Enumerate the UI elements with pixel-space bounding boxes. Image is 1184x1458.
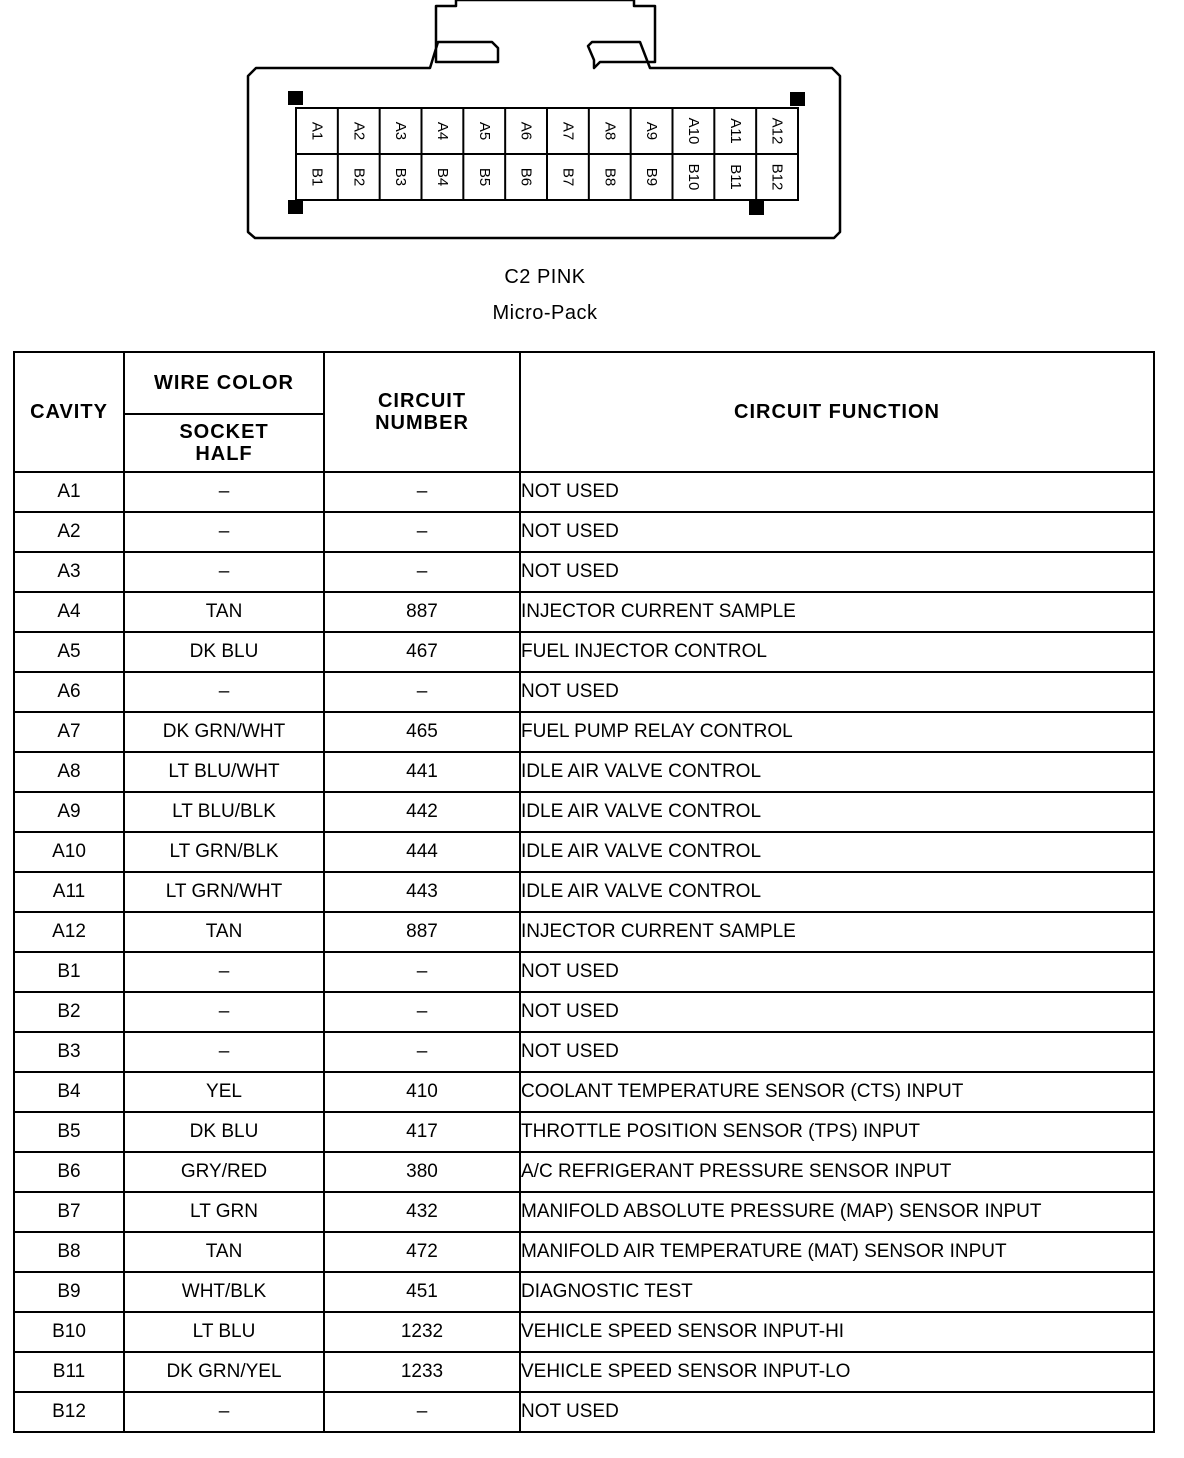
pin-label-b12: B12 (768, 163, 786, 191)
circuit-function-cell: COOLANT TEMPERATURE SENSOR (CTS) INPUT (520, 1072, 1154, 1112)
header-wire-color: WIRE COLOR (124, 352, 324, 414)
pin-label-a4: A4 (433, 121, 451, 141)
table-row (14, 872, 1154, 912)
circuit-function-cell: INJECTOR CURRENT SAMPLE (520, 912, 1154, 952)
wire-color-cell: TAN (124, 1232, 324, 1272)
cavity-cell: A11 (14, 872, 124, 912)
table-row (14, 1152, 1154, 1192)
circuit-function-cell: NOT USED (520, 1032, 1154, 1072)
cavity-cell: A8 (14, 752, 124, 792)
circuit-number-cell: – (324, 512, 520, 552)
table-row (14, 992, 1154, 1032)
circuit-function-cell: NOT USED (520, 512, 1154, 552)
pin-label-a5: A5 (475, 121, 493, 141)
pin-label-b9: B9 (643, 167, 661, 187)
table-row (14, 552, 1154, 592)
pin-label-b8: B8 (601, 167, 619, 187)
circuit-function-cell: NOT USED (520, 672, 1154, 712)
circuit-function-cell: NOT USED (520, 952, 1154, 992)
latch-top-left (288, 91, 303, 105)
circuit-function-cell: INJECTOR CURRENT SAMPLE (520, 592, 1154, 632)
latch-bottom-left (288, 200, 303, 214)
table-row (14, 792, 1154, 832)
table-row (14, 752, 1154, 792)
table-row (14, 1272, 1154, 1312)
cavity-cell: B4 (14, 1072, 124, 1112)
circuit-function-cell: NOT USED (520, 552, 1154, 592)
table-row (14, 1112, 1154, 1152)
circuit-number-cell: 441 (324, 752, 520, 792)
pin-label-a8: A8 (601, 121, 619, 141)
header-circuit-number-text: CIRCUIT NUMBER (375, 390, 469, 434)
circuit-function-cell: THROTTLE POSITION SENSOR (TPS) INPUT (520, 1112, 1154, 1152)
circuit-number-cell: 451 (324, 1272, 520, 1312)
wire-color-cell: DK BLU (124, 1112, 324, 1152)
pin-label-a6: A6 (517, 121, 535, 141)
connector-title: C2 PINK (504, 266, 586, 288)
circuit-number-cell: 467 (324, 632, 520, 672)
pin-label-a9: A9 (643, 121, 661, 141)
circuit-function-cell: NOT USED (520, 472, 1154, 512)
wire-color-cell: – (124, 512, 324, 552)
wire-color-cell: – (124, 952, 324, 992)
cavity-cell: B12 (14, 1392, 124, 1432)
table-row (14, 1072, 1154, 1112)
table-row (14, 1392, 1154, 1432)
wire-color-cell: TAN (124, 592, 324, 632)
pin-label-b1: B1 (308, 167, 326, 187)
pin-label-b10: B10 (684, 163, 702, 191)
cavity-cell: B7 (14, 1192, 124, 1232)
circuit-number-cell: 380 (324, 1152, 520, 1192)
circuit-function-cell: DIAGNOSTIC TEST (520, 1272, 1154, 1312)
pin-label-a12: A12 (768, 117, 786, 145)
circuit-number-cell: 887 (324, 912, 520, 952)
wire-color-cell: DK BLU (124, 632, 324, 672)
circuit-number-cell: 887 (324, 592, 520, 632)
pin-label-a11: A11 (726, 118, 744, 144)
cavity-cell: B5 (14, 1112, 124, 1152)
table-row (14, 1192, 1154, 1232)
circuit-number-cell: 432 (324, 1192, 520, 1232)
circuit-number-cell: 465 (324, 712, 520, 752)
header-circuit-number (324, 352, 520, 472)
circuit-function-cell: IDLE AIR VALVE CONTROL (520, 792, 1154, 832)
pin-label-a2: A2 (350, 121, 368, 141)
table-row (14, 712, 1154, 752)
wire-color-cell: LT GRN/WHT (124, 872, 324, 912)
circuit-number-cell: 472 (324, 1232, 520, 1272)
circuit-function-cell: VEHICLE SPEED SENSOR INPUT-HI (520, 1312, 1154, 1352)
pin-label-b7: B7 (559, 167, 577, 187)
pin-label-a10: A10 (684, 117, 702, 145)
table-row (14, 1352, 1154, 1392)
circuit-number-cell: 1233 (324, 1352, 520, 1392)
wire-color-cell: WHT/BLK (124, 1272, 324, 1312)
cavity-cell: A4 (14, 592, 124, 632)
header-circuit-function: CIRCUIT FUNCTION (520, 352, 1154, 472)
table-row (14, 512, 1154, 552)
circuit-number-cell: – (324, 952, 520, 992)
table-row (14, 832, 1154, 872)
pin-label-b5: B5 (475, 167, 493, 187)
cavity-cell: A10 (14, 832, 124, 872)
cavity-cell: A7 (14, 712, 124, 752)
wire-color-cell: LT GRN/BLK (124, 832, 324, 872)
wire-color-cell: YEL (124, 1072, 324, 1112)
wire-color-cell: GRY/RED (124, 1152, 324, 1192)
circuit-number-cell: – (324, 472, 520, 512)
circuit-function-cell: FUEL PUMP RELAY CONTROL (520, 712, 1154, 752)
cavity-cell: A12 (14, 912, 124, 952)
cavity-cell: B1 (14, 952, 124, 992)
circuit-function-cell: NOT USED (520, 1392, 1154, 1432)
wire-color-cell: – (124, 992, 324, 1032)
circuit-function-cell: FUEL INJECTOR CONTROL (520, 632, 1154, 672)
cavity-cell: B6 (14, 1152, 124, 1192)
wire-color-cell: – (124, 472, 324, 512)
cavity-cell: B3 (14, 1032, 124, 1072)
circuit-number-cell: – (324, 672, 520, 712)
latch-top-right (790, 92, 805, 106)
wire-color-cell: TAN (124, 912, 324, 952)
circuit-number-cell: – (324, 992, 520, 1032)
circuit-function-cell: MANIFOLD ABSOLUTE PRESSURE (MAP) SENSOR INPUT (520, 1192, 1154, 1232)
circuit-number-cell: – (324, 552, 520, 592)
cavity-cell: A2 (14, 512, 124, 552)
cavity-cell: B2 (14, 992, 124, 1032)
cavity-cell: A1 (14, 472, 124, 512)
header-cavity: CAVITY (14, 352, 124, 472)
circuit-number-cell: – (324, 1392, 520, 1432)
table-row (14, 912, 1154, 952)
table-row (14, 632, 1154, 672)
pinout-table (13, 351, 1155, 1433)
wire-color-cell: LT BLU (124, 1312, 324, 1352)
pin-label-a7: A7 (559, 121, 577, 141)
table-row (14, 1032, 1154, 1072)
header-socket-half-text: SOCKET HALF (179, 421, 269, 465)
pin-label-b2: B2 (350, 167, 368, 187)
circuit-function-cell: IDLE AIR VALVE CONTROL (520, 872, 1154, 912)
latch-bottom-right (749, 201, 764, 215)
circuit-function-cell: IDLE AIR VALVE CONTROL (520, 752, 1154, 792)
pin-label-a3: A3 (392, 121, 410, 141)
circuit-number-cell: 443 (324, 872, 520, 912)
wire-color-cell: LT GRN (124, 1192, 324, 1232)
pin-label-a1: A1 (308, 121, 326, 141)
wire-color-cell: DK GRN/YEL (124, 1352, 324, 1392)
cavity-cell: A9 (14, 792, 124, 832)
pin-label-b3: B3 (392, 167, 410, 187)
circuit-number-cell: 417 (324, 1112, 520, 1152)
cavity-cell: B9 (14, 1272, 124, 1312)
wire-color-cell: – (124, 552, 324, 592)
cavity-cell: B8 (14, 1232, 124, 1272)
table-row (14, 1232, 1154, 1272)
connector-subtitle: Micro-Pack (492, 302, 598, 324)
wire-color-cell: LT BLU/BLK (124, 792, 324, 832)
header-socket-half (124, 414, 324, 472)
circuit-function-cell: MANIFOLD AIR TEMPERATURE (MAT) SENSOR INPUT (520, 1232, 1154, 1272)
wire-color-cell: – (124, 1392, 324, 1432)
pin-label-b11: B11 (726, 164, 744, 190)
circuit-function-cell: IDLE AIR VALVE CONTROL (520, 832, 1154, 872)
wire-color-cell: DK GRN/WHT (124, 712, 324, 752)
wire-color-cell: – (124, 672, 324, 712)
wire-color-cell: LT BLU/WHT (124, 752, 324, 792)
pin-label-b4: B4 (433, 167, 451, 187)
circuit-number-cell: 1232 (324, 1312, 520, 1352)
table-row (14, 592, 1154, 632)
circuit-number-cell: 444 (324, 832, 520, 872)
table-row (14, 472, 1154, 512)
circuit-number-cell: – (324, 1032, 520, 1072)
table-row (14, 672, 1154, 712)
cavity-cell: B10 (14, 1312, 124, 1352)
circuit-number-cell: 442 (324, 792, 520, 832)
table-row (14, 1312, 1154, 1352)
circuit-number-cell: 410 (324, 1072, 520, 1112)
circuit-function-cell: NOT USED (520, 992, 1154, 1032)
cavity-cell: A5 (14, 632, 124, 672)
cavity-cell: A6 (14, 672, 124, 712)
connector-diagram (0, 0, 1184, 250)
pin-label-b6: B6 (517, 167, 535, 187)
table-row (14, 952, 1154, 992)
wire-color-cell: – (124, 1032, 324, 1072)
cavity-cell: B11 (14, 1352, 124, 1392)
circuit-function-cell: A/C REFRIGERANT PRESSURE SENSOR INPUT (520, 1152, 1154, 1192)
cavity-cell: A3 (14, 552, 124, 592)
circuit-function-cell: VEHICLE SPEED SENSOR INPUT-LO (520, 1352, 1154, 1392)
